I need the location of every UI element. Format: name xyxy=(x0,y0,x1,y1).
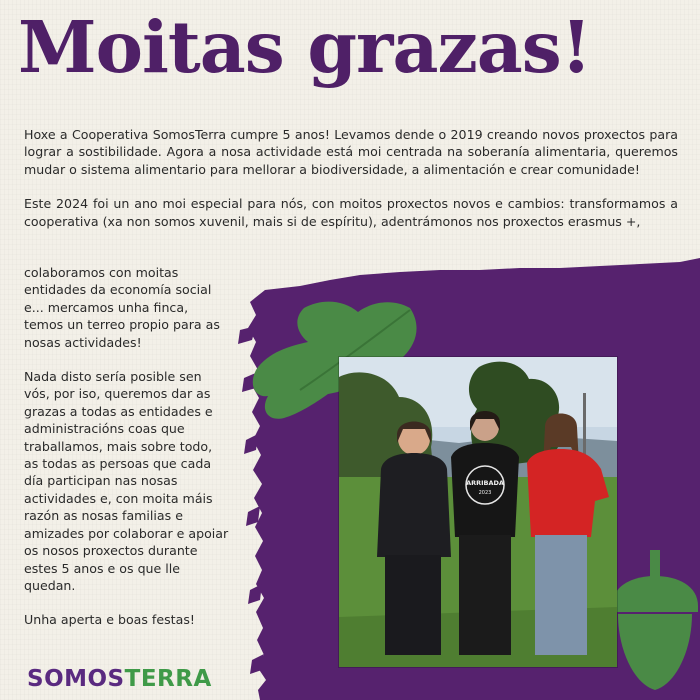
page-title: Moitas grazas! xyxy=(18,5,591,89)
intro-paragraph-2: Este 2024 foi un ano moi especial para nós, con moitos proxectos novos e cambios: transformamos a cooperativa (xa non somos xuvenil, mais si de espíritu), adentrámonos nos proxectos erasmus +, xyxy=(24,196,678,229)
somosterra-logo xyxy=(27,668,212,691)
side-text xyxy=(24,264,229,646)
intro-paragraph-1: Hoxe a Cooperativa SomosTerra cumpre 5 anos! Levamos dende o 2019 creando novos proxectos para lograr a sostibilidade. Agora a nosa actividade está moi centrada na soberanía alimentaria, queremos mudar o sistema alimentario para mellorar a biodiversidade, a alimentación e crear comunidade! xyxy=(24,127,678,177)
shirt-text-1: ARRIBADA xyxy=(466,479,504,487)
photo-scene xyxy=(339,357,617,667)
shirt-text-2: 2023 xyxy=(478,490,492,496)
side-paragraph-5: Unha aperta e boas festas! xyxy=(24,612,195,628)
side-paragraph-3: colaboramos con moitas entidades da economía social e... mercamos unha finca, temos un terreo propio para as nosas actividades! xyxy=(24,265,220,350)
logo-part-somos: SOMOS xyxy=(27,666,125,692)
person-middle xyxy=(451,411,519,655)
group-photo xyxy=(338,356,618,668)
side-paragraph-4: Nada disto sería posible sen vós, por iso, queremos dar as grazas a todas as entidades e administracións coas que traballamos, mais sobre todo, as todas as persoas que cada día participan nas nosas actividades e, con moita máis razón as nosas familias e amizades por colaborar e apoiar os nosos proxectos durante estes 5 anos e os que lle quedan. xyxy=(24,369,229,593)
logo-part-terra: TERRA xyxy=(124,666,212,692)
